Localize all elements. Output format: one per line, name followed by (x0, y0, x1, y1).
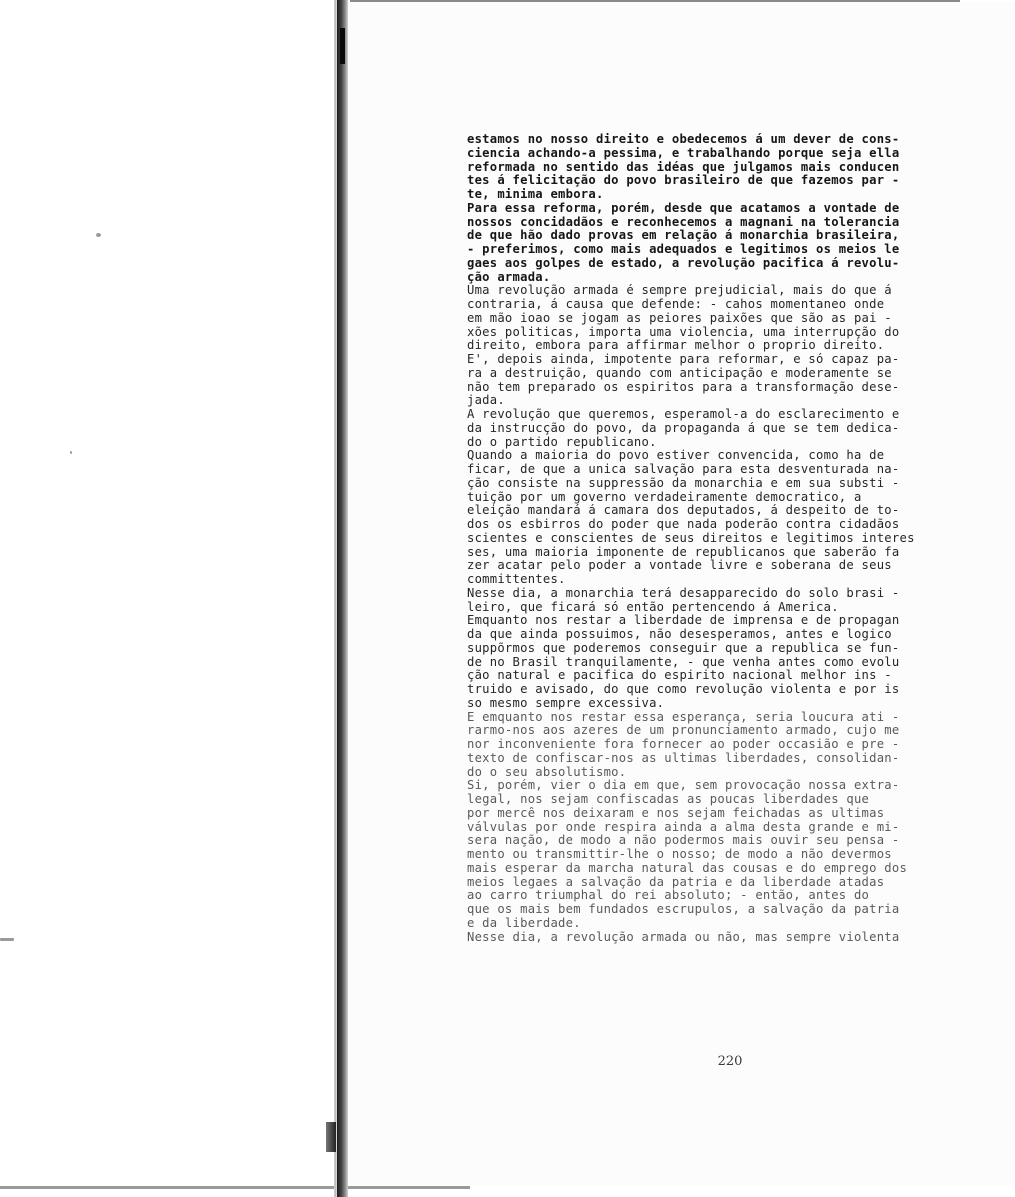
text-line: ficar, de que a unica salvação para esta desventurada na- (467, 463, 900, 476)
paper-speck (96, 233, 101, 237)
text-line: tes á felicitação do povo brasileiro de que fazemos par - (467, 174, 900, 188)
text-line: ção armada. (467, 270, 551, 284)
text-line: dos os esbirros do poder que nada poderão contra cidadãos (467, 518, 900, 531)
text-line: nor inconveniente fora fornecer ao poder occasião e pre - (467, 738, 900, 751)
text-line: legal, nos sejam confiscadas as poucas liberdades que (467, 793, 870, 806)
text-line: gaes aos golpes de estado, a revolução pacifica á revolu- (467, 256, 900, 270)
body-text (467, 133, 967, 944)
book-spine-shadow (337, 0, 348, 1197)
text-line: reformada no sentido das idéas que julgamos mais conducen (467, 160, 900, 174)
text-line: Quando a maioria do povo estiver convencida, como ha de (467, 449, 885, 463)
text-line: E emquanto nos restar essa esperança, seria loucura ati - (467, 710, 900, 724)
text-line: Nesse dia, a monarchia terá desapparecido do solo brasi - (467, 586, 900, 600)
text-line: estamos no nosso direito e obedecemos á um dever de cons- (467, 133, 900, 146)
text-line: do o partido republicano. (467, 435, 657, 449)
text-line: ciencia achando-a pessima, e trabalhando porque seja ella (467, 146, 900, 160)
left-page-blank (0, 0, 334, 1197)
text-line: rarmo-nos aos azeres de um pronunciamento armado, cujo me (467, 724, 900, 738)
text-line: que os mais bem fundados escrupulos, a salvação da patria (467, 903, 900, 916)
text-line: da que ainda possuimos, não desesperamos, antes e logico (467, 628, 892, 641)
text-line: do o seu absolutismo. (467, 765, 627, 779)
page-top-edge (350, 0, 960, 2)
text-line: Si, porém, vier o dia em que, sem provocação nossa extra- (467, 779, 900, 793)
text-line: Nesse dia, a revolução armada ou não, mas sempre violenta (467, 930, 900, 944)
text-line: não tem preparado os espiritos para a transformação dese- (467, 380, 900, 394)
text-line: jada. (467, 394, 505, 408)
text-line: direito, embora para affirmar melhor o proprio direito. (467, 339, 885, 353)
text-line: ra a destruição, quando com anticipação e moderamente se (467, 366, 892, 380)
text-line: contraria, á causa que defende: - cahos momentaneo onde (467, 298, 885, 311)
text-line: ção natural e pacifica do espirito nacional melhor ins - (467, 669, 892, 683)
text-line: - preferimos, como mais adequados e legitimos os meios le (467, 243, 900, 256)
text-line: por mercê nos deixaram e nos sejam feichadas as ultimas (467, 806, 885, 820)
text-line: truido e avisado, do que como revolução violenta e por is (467, 683, 900, 696)
text-line: nossos concidadãos e reconhecemos a magnani na tolerancia (467, 215, 900, 229)
text-line: mento ou transmittir-lhe o nosso; de modo a não devermos (467, 848, 892, 861)
text-line: so mesmo sempre excessiva. (467, 696, 665, 710)
text-line: E', depois ainda, impotente para reformar, e só capaz pa- (467, 353, 900, 366)
spine-mark (340, 28, 345, 64)
text-line: sera nação, de modo a não podermos mais ouvir seu pensa - (467, 834, 900, 848)
text-line: válvulas por onde respira ainda a alma desta grande e mi- (467, 820, 900, 834)
text-line: xões politicas, importa uma violencia, uma interrupção do (467, 325, 900, 339)
text-line: e da liberdade. (467, 916, 581, 930)
page-bottom-edge (0, 1186, 470, 1189)
text-line: ao carro triumphal do rei absoluto; - então, antes do (467, 889, 870, 903)
text-line: tuição por um governo verdadeiramente democratico, a (467, 490, 862, 504)
text-line: mais esperar da marcha natural das cousas e do emprego dos (467, 861, 908, 875)
text-line: Emquanto nos restar a liberdade de imprensa e de propagan (467, 614, 900, 628)
text-line: Para essa reforma, porém, desde que acatamos a vontade de (467, 201, 900, 215)
text-line: meios legaes a salvação da patria e da liberdade atadas (467, 875, 885, 889)
text-line: te, minima embora. (467, 188, 604, 201)
text-line: leiro, que ficará só então pertencendo á America. (467, 600, 839, 614)
text-line: scientes e conscientes de seus direitos e legitimos interes (467, 531, 915, 545)
text-line: suppõrmos que poderemos conseguir que a republica se fun- (467, 641, 900, 655)
text-line: Uma revolução armada é sempre prejudicial, mais do que á (467, 284, 892, 298)
text-line: eleição mandará á camara dos deputados, á despeito de to- (467, 504, 900, 518)
text-line: zer acatar pelo poder a vontade livre e soberana de seus (467, 559, 892, 573)
text-line: committentes. (467, 573, 566, 586)
spine-mark (326, 1122, 336, 1152)
text-line: ção consiste na suppressão da monarchia e em sua substi - (467, 476, 900, 490)
text-line: de que hão dado provas em relação á monarchia brasileira, (467, 229, 900, 243)
paper-speck (0, 938, 14, 941)
paper-speck (70, 451, 72, 454)
text-line: ses, uma maioria imponente de republicanos que saberão fa (467, 545, 900, 559)
text-line: de no Brasil tranquilamente, - que venha antes como evolu (467, 655, 900, 669)
text-line: em mão ioao se jogam as peiores paixões que são as pai - (467, 311, 892, 325)
text-line: texto de confiscar-nos as ultimas liberdades, consolidan- (467, 751, 900, 765)
text-line: da instrucção do povo, da propaganda á que se tem dedica- (467, 421, 900, 435)
page-number: 220 (717, 1054, 743, 1069)
text-line: A revolução que queremos, esperamol-a do esclarecimento e (467, 408, 900, 421)
